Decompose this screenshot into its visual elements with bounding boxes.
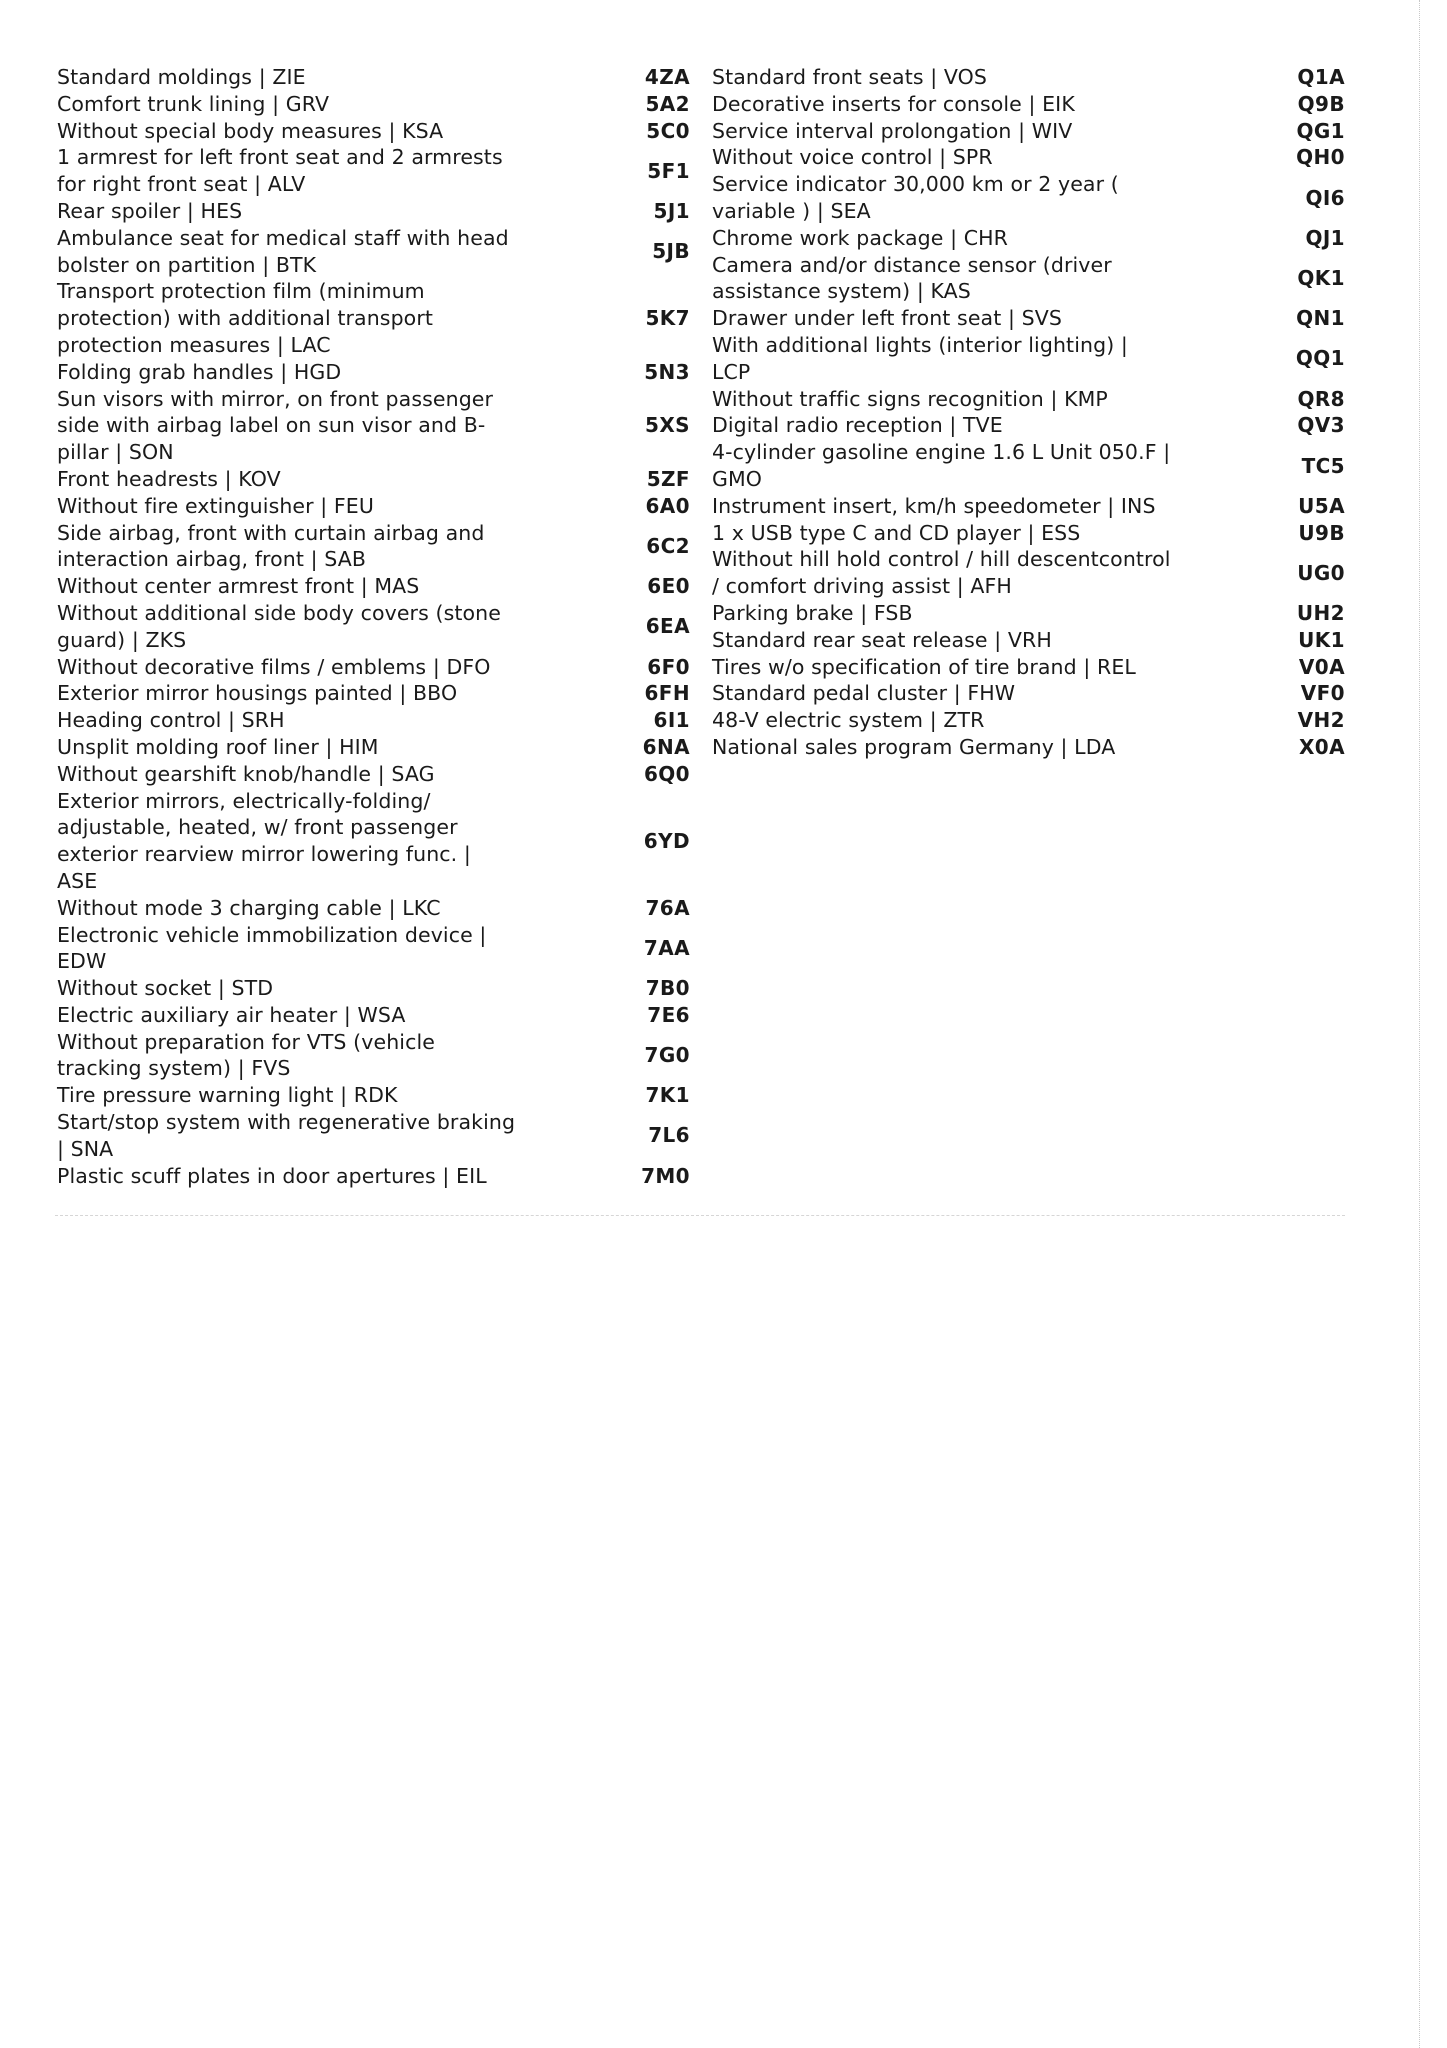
equipment-description: Without socket | STD [57, 976, 274, 1001]
equipment-description: Without fire extinguisher | FEU [57, 493, 374, 518]
equipment-description: Parking brake | FSB [712, 600, 913, 625]
equipment-description: Without additional side body covers (stone guard) | ZKS [57, 600, 501, 652]
equipment-row [57, 493, 690, 520]
equipment-description: Standard moldings | ZIE [57, 65, 306, 89]
equipment-code: 5F1 [647, 158, 690, 183]
equipment-code: VF0 [1300, 681, 1345, 706]
equipment-code: 76A [645, 895, 690, 920]
equipment-row [57, 707, 690, 734]
equipment-code: 6E0 [647, 574, 690, 599]
equipment-code: 7AA [643, 935, 690, 960]
equipment-row [57, 386, 690, 466]
scan-edge-line [1419, 0, 1420, 2048]
equipment-row [712, 252, 1345, 306]
equipment-description: Tires w/o specification of tire brand | REL [712, 654, 1136, 679]
scan-artifact-line [55, 1215, 1345, 1216]
equipment-description: National sales program Germany | LDA [712, 734, 1116, 759]
equipment-description: Electronic vehicle immobilization device | EDW [57, 922, 487, 974]
equipment-row [57, 64, 690, 91]
equipment-description: Drawer under left front seat | SVS [712, 306, 1062, 331]
equipment-row [57, 922, 690, 976]
equipment-row [712, 493, 1345, 520]
equipment-code: 6C2 [646, 533, 690, 558]
equipment-description: Without mode 3 charging cable | LKC [57, 895, 441, 920]
equipment-code: 6I1 [653, 708, 690, 733]
equipment-row [57, 118, 690, 145]
equipment-row [712, 707, 1345, 734]
equipment-description: Unsplit molding roof liner | HIM [57, 734, 379, 759]
equipment-code: VH2 [1297, 708, 1345, 733]
equipment-row [57, 278, 690, 358]
equipment-code: QQ1 [1295, 346, 1345, 371]
equipment-row [712, 627, 1345, 654]
equipment-code: 7L6 [648, 1123, 690, 1148]
equipment-description: Without decorative films / emblems | DFO [57, 654, 491, 679]
equipment-description: Without traffic signs recognition | KMP [712, 386, 1108, 411]
equipment-code: 6EA [645, 614, 690, 639]
equipment-code: 5C0 [646, 118, 690, 143]
equipment-description: Side airbag, front with curtain airbag and interaction airbag, front | SAB [57, 520, 485, 572]
equipment-description: Folding grab handles | HGD [57, 359, 342, 384]
equipment-code: U5A [1298, 493, 1345, 518]
equipment-code: 7M0 [641, 1163, 690, 1188]
equipment-row [712, 305, 1345, 332]
equipment-row [712, 144, 1345, 171]
equipment-description: Standard rear seat release | VRH [712, 627, 1052, 652]
equipment-description: Transport protection film (minimum protection) with additional transport protection measures | LAC [57, 279, 433, 357]
equipment-description: Electric auxiliary air heater | WSA [57, 1002, 406, 1027]
equipment-row [57, 144, 690, 198]
equipment-code: U9B [1298, 520, 1345, 545]
equipment-description: 48-V electric system | ZTR [712, 708, 985, 733]
equipment-row [57, 734, 690, 761]
equipment-code: QI6 [1305, 185, 1345, 210]
equipment-description: Without hill hold control / hill descentcontrol / comfort driving assist | AFH [712, 547, 1171, 599]
equipment-row [712, 680, 1345, 707]
equipment-description: Decorative inserts for console | EIK [712, 91, 1075, 116]
equipment-row [57, 359, 690, 386]
equipment-description: Without voice control | SPR [712, 145, 993, 170]
equipment-row [712, 734, 1345, 761]
equipment-row [712, 654, 1345, 681]
equipment-code: QH0 [1296, 145, 1345, 170]
equipment-code: 5J1 [653, 198, 690, 223]
equipment-code: 7B0 [645, 976, 690, 1001]
equipment-code: UH2 [1296, 600, 1345, 625]
equipment-code: 4ZA [644, 65, 690, 89]
equipment-code: 7E6 [647, 1002, 690, 1027]
left-equipment-column [57, 64, 690, 1189]
equipment-row [712, 171, 1345, 225]
equipment-row [57, 1163, 690, 1190]
equipment-code: UG0 [1297, 560, 1345, 585]
equipment-code: 6A0 [645, 493, 690, 518]
equipment-description: Without preparation for VTS (vehicle tracking system) | FVS [57, 1029, 435, 1081]
equipment-code: QJ1 [1305, 225, 1345, 250]
equipment-description: Service indicator 30,000 km or 2 year ( variable ) | SEA [712, 172, 1119, 223]
equipment-description: Digital radio reception | TVE [712, 413, 1003, 438]
equipment-row [712, 118, 1345, 145]
equipment-code: 5K7 [645, 306, 690, 331]
equipment-code: 5JB [652, 239, 690, 264]
equipment-code: QR8 [1297, 386, 1345, 411]
equipment-description: 4-cylinder gasoline engine 1.6 L Unit 050.F | GMO [712, 440, 1171, 491]
equipment-description: Instrument insert, km/h speedometer | INS [712, 493, 1156, 518]
equipment-code: 5ZF [646, 466, 690, 491]
equipment-description: Sun visors with mirror, on front passenger side with airbag label on sun visor and B- pillar | SON [57, 386, 494, 465]
equipment-row [57, 573, 690, 600]
equipment-code: QK1 [1297, 265, 1345, 290]
equipment-row [57, 1109, 690, 1163]
equipment-row [57, 91, 690, 118]
equipment-code: X0A [1298, 734, 1345, 759]
equipment-description: Without special body measures | KSA [57, 118, 444, 143]
equipment-description: Rear spoiler | HES [57, 198, 243, 223]
equipment-code: V0A [1298, 654, 1345, 679]
equipment-row [712, 439, 1345, 493]
equipment-row [57, 1029, 690, 1083]
equipment-row [57, 1082, 690, 1109]
equipment-row [712, 520, 1345, 547]
equipment-code: 5A2 [645, 91, 690, 116]
equipment-row [712, 64, 1345, 91]
equipment-description: Without center armrest front | MAS [57, 574, 420, 599]
equipment-row [712, 546, 1345, 600]
equipment-code: 6FH [644, 681, 690, 706]
equipment-row [57, 761, 690, 788]
equipment-description: Service interval prolongation | WIV [712, 118, 1073, 143]
equipment-row [712, 332, 1345, 386]
equipment-row [57, 788, 690, 895]
equipment-code: Q1A [1297, 65, 1345, 89]
equipment-row [57, 895, 690, 922]
equipment-description: Chrome work package | CHR [712, 225, 1009, 250]
equipment-code: QG1 [1296, 118, 1345, 143]
equipment-code: 6YD [643, 828, 690, 853]
equipment-description: Ambulance seat for medical staff with head bolster on partition | BTK [57, 225, 509, 277]
right-equipment-column [712, 64, 1345, 761]
equipment-description: Comfort trunk lining | GRV [57, 91, 330, 116]
equipment-row [57, 680, 690, 707]
equipment-row [57, 654, 690, 681]
equipment-description: Standard front seats | VOS [712, 65, 987, 89]
equipment-code: 7K1 [645, 1083, 690, 1108]
equipment-row [57, 466, 690, 493]
equipment-description: Front headrests | KOV [57, 466, 281, 491]
equipment-row [712, 225, 1345, 252]
equipment-row [57, 225, 690, 279]
equipment-description: Plastic scuff plates in door apertures | EIL [57, 1163, 487, 1188]
equipment-code: 6Q0 [643, 761, 690, 786]
equipment-code: TC5 [1301, 453, 1345, 478]
equipment-row [57, 1002, 690, 1029]
equipment-code: 5XS [645, 413, 690, 438]
equipment-description: Start/stop system with regenerative braking | SNA [57, 1110, 516, 1161]
equipment-description: With additional lights (interior lighting) | LCP [712, 332, 1128, 384]
equipment-description: Exterior mirror housings painted | BBO [57, 681, 458, 706]
equipment-row [57, 600, 690, 654]
equipment-code: 7G0 [644, 1043, 690, 1068]
equipment-row [57, 198, 690, 225]
equipment-description: Camera and/or distance sensor (driver assistance system) | KAS [712, 252, 1112, 304]
equipment-description: Tire pressure warning light | RDK [57, 1083, 398, 1108]
equipment-code: QN1 [1296, 306, 1345, 331]
equipment-description: 1 x USB type C and CD player | ESS [712, 520, 1081, 545]
equipment-code: Q9B [1297, 91, 1345, 116]
equipment-description: 1 armrest for left front seat and 2 armrests for right front seat | ALV [57, 145, 503, 197]
equipment-code: 6F0 [647, 654, 690, 679]
equipment-code: 5N3 [644, 359, 690, 384]
equipment-description: Without gearshift knob/handle | SAG [57, 761, 435, 786]
equipment-description: Exterior mirrors, electrically-folding/ adjustable, heated, w/ front passenger exterior rearview mirror lowering func. | ASE [57, 788, 471, 893]
equipment-row [712, 91, 1345, 118]
equipment-row [57, 520, 690, 574]
equipment-code: 6NA [642, 734, 690, 759]
equipment-row [712, 600, 1345, 627]
equipment-row [57, 975, 690, 1002]
equipment-code: UK1 [1298, 627, 1345, 652]
equipment-row [712, 386, 1345, 413]
equipment-description: Heading control | SRH [57, 708, 285, 733]
equipment-row [712, 412, 1345, 439]
equipment-code: QV3 [1297, 413, 1345, 438]
equipment-description: Standard pedal cluster | FHW [712, 681, 1016, 706]
